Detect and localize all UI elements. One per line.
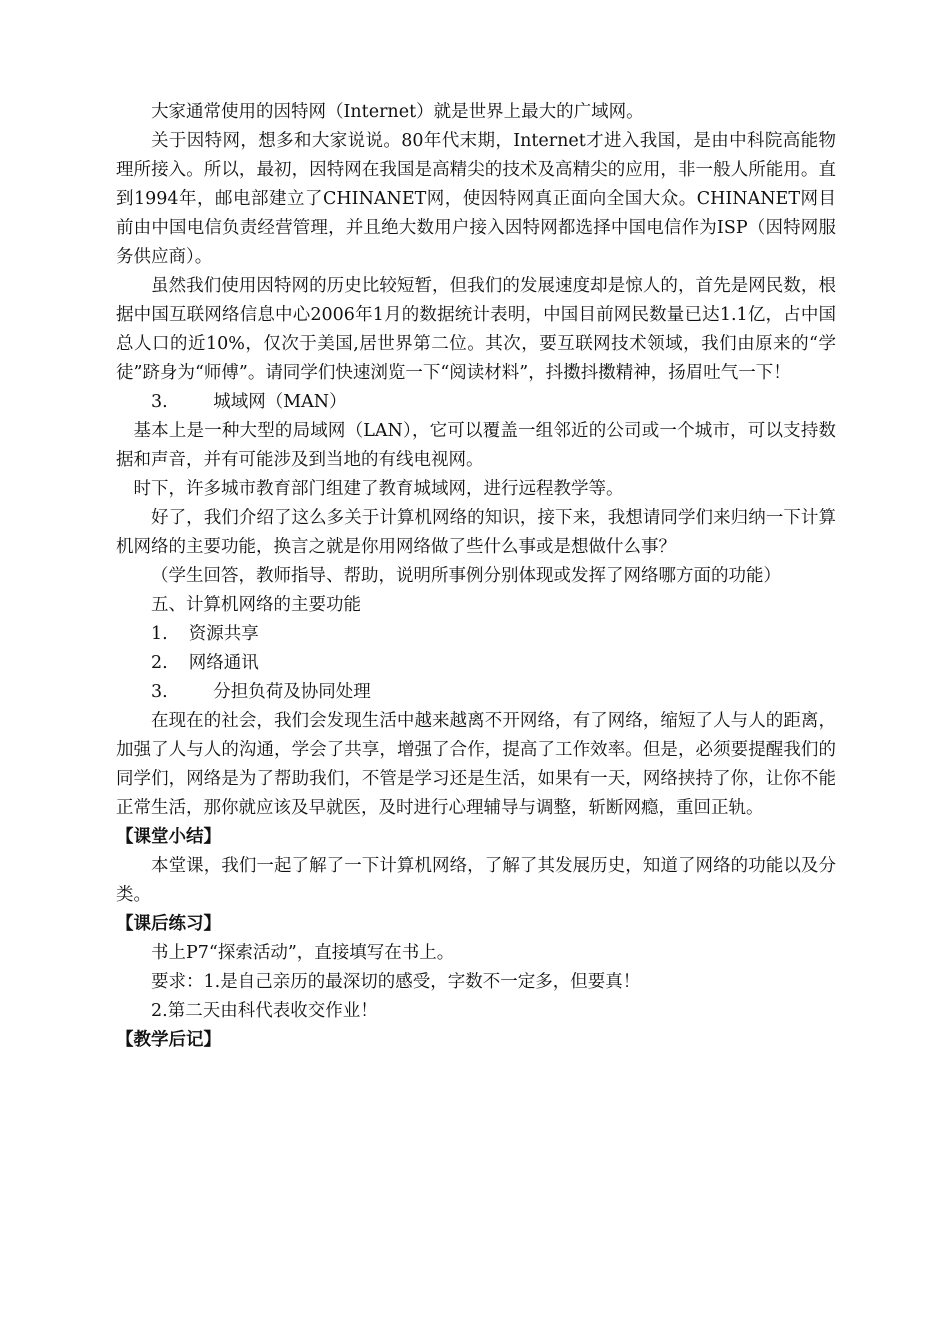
heading-teaching-notes: 【教学后记】: [116, 1030, 221, 1050]
list-item-man: [116, 388, 836, 417]
list-text: 城域网（MAN）: [213, 392, 347, 412]
heading-class-summary: 【课堂小结】: [116, 827, 221, 847]
heading-homework: 【课后练习】: [116, 914, 221, 934]
paragraph-history: 关于因特网，想多和大家说说。80年代末期，Internet才进入我国，是由中科院高能物理所接入。所以，最初，因特网在我国是高精尖的技术及高精尖的应用，非一般人所能用。直到1994年，邮电部建立了CHINANET网，使因特网真正面向全国大众。CHINANET网目前由中国电信负责经营管理，并且绝大数用户接入因特网都选择中国电信作为ISP（因特网服务供应商）。: [116, 131, 836, 267]
paragraph-development: 虽然我们使用因特网的历史比较短暂，但我们的发展速度却是惊人的，首先是网民数，根据中国互联网络信息中心2006年1月的数据统计表明，中国目前网民数量已达1.1亿，占中国总人口的近10%，仅次于美国,居世界第二位。其次，要互联网技术领域，我们由原来的“学徒”跻身为“师傅”。请同学们快速浏览一下“阅读材料”，抖擞抖擞精神，扬眉吐气一下！: [116, 276, 836, 383]
list-text: 资源共享: [188, 624, 259, 644]
paragraph-summary: 本堂课，我们一起了解了一下计算机网络，了解了其发展历史，知道了网络的功能以及分类。: [116, 856, 836, 905]
list-item-resource-sharing: [116, 620, 836, 649]
paragraph-society: 在现在的社会，我们会发现生活中越来越离不开网络，有了网络，缩短了人与人的距离，加强了人与人的沟通，学会了共享，增强了合作，提高了工作效率。但是，必须要提醒我们的同学们，网络是为了帮助我们，不管是学习还是生活，如果有一天，网络挟持了你，让你不能正常生活，那你就应该及早就医，及时进行心理辅导与调整，斩断网瘾，重回正轨。: [116, 711, 836, 818]
list-text: 分担负荷及协同处理: [213, 682, 371, 702]
list-number: 1.: [151, 624, 168, 644]
paragraph-man-definition: 基本上是一种大型的局域网（LAN），它可以覆盖一组邻近的公司或一个城市，可以支持数据和声音，并有可能涉及到当地的有线电视网。: [116, 421, 836, 470]
paragraph-internet: 大家通常使用的因特网（Internet）就是世界上最大的广域网。: [151, 102, 644, 122]
list-number: 3.: [151, 682, 168, 702]
list-item-load-sharing: [116, 678, 836, 707]
paragraph-transition: 好了，我们介绍了这么多关于计算机网络的知识，接下来，我想请同学们来归纳一下计算机网络的主要功能，换言之就是你用网络做了些什么事或是想做什么事？: [116, 508, 836, 557]
paragraph-homework-requirement: 要求：1.是自己亲历的最深切的感受，字数不一定多，但要真！: [151, 972, 641, 992]
paragraph-homework-submit: 2.第二天由科代表收交作业！: [151, 1001, 378, 1021]
paragraph-student-answer: （学生回答，教师指导、帮助，说明所事例分别体现或发挥了网络哪方面的功能）: [151, 566, 781, 586]
document-page: [116, 98, 836, 1055]
paragraph-homework-book: 书上P7“探索活动”，直接填写在书上。: [151, 943, 455, 963]
section-heading-functions: 五、计算机网络的主要功能: [151, 595, 361, 615]
paragraph-education-network: 时下，许多城市教育部门组建了教育城域网，进行远程教学等。: [133, 479, 624, 499]
list-number: 2.: [151, 653, 168, 673]
list-number: 3.: [151, 392, 168, 412]
list-text: 网络通讯: [188, 653, 259, 673]
list-item-communication: [116, 649, 836, 678]
